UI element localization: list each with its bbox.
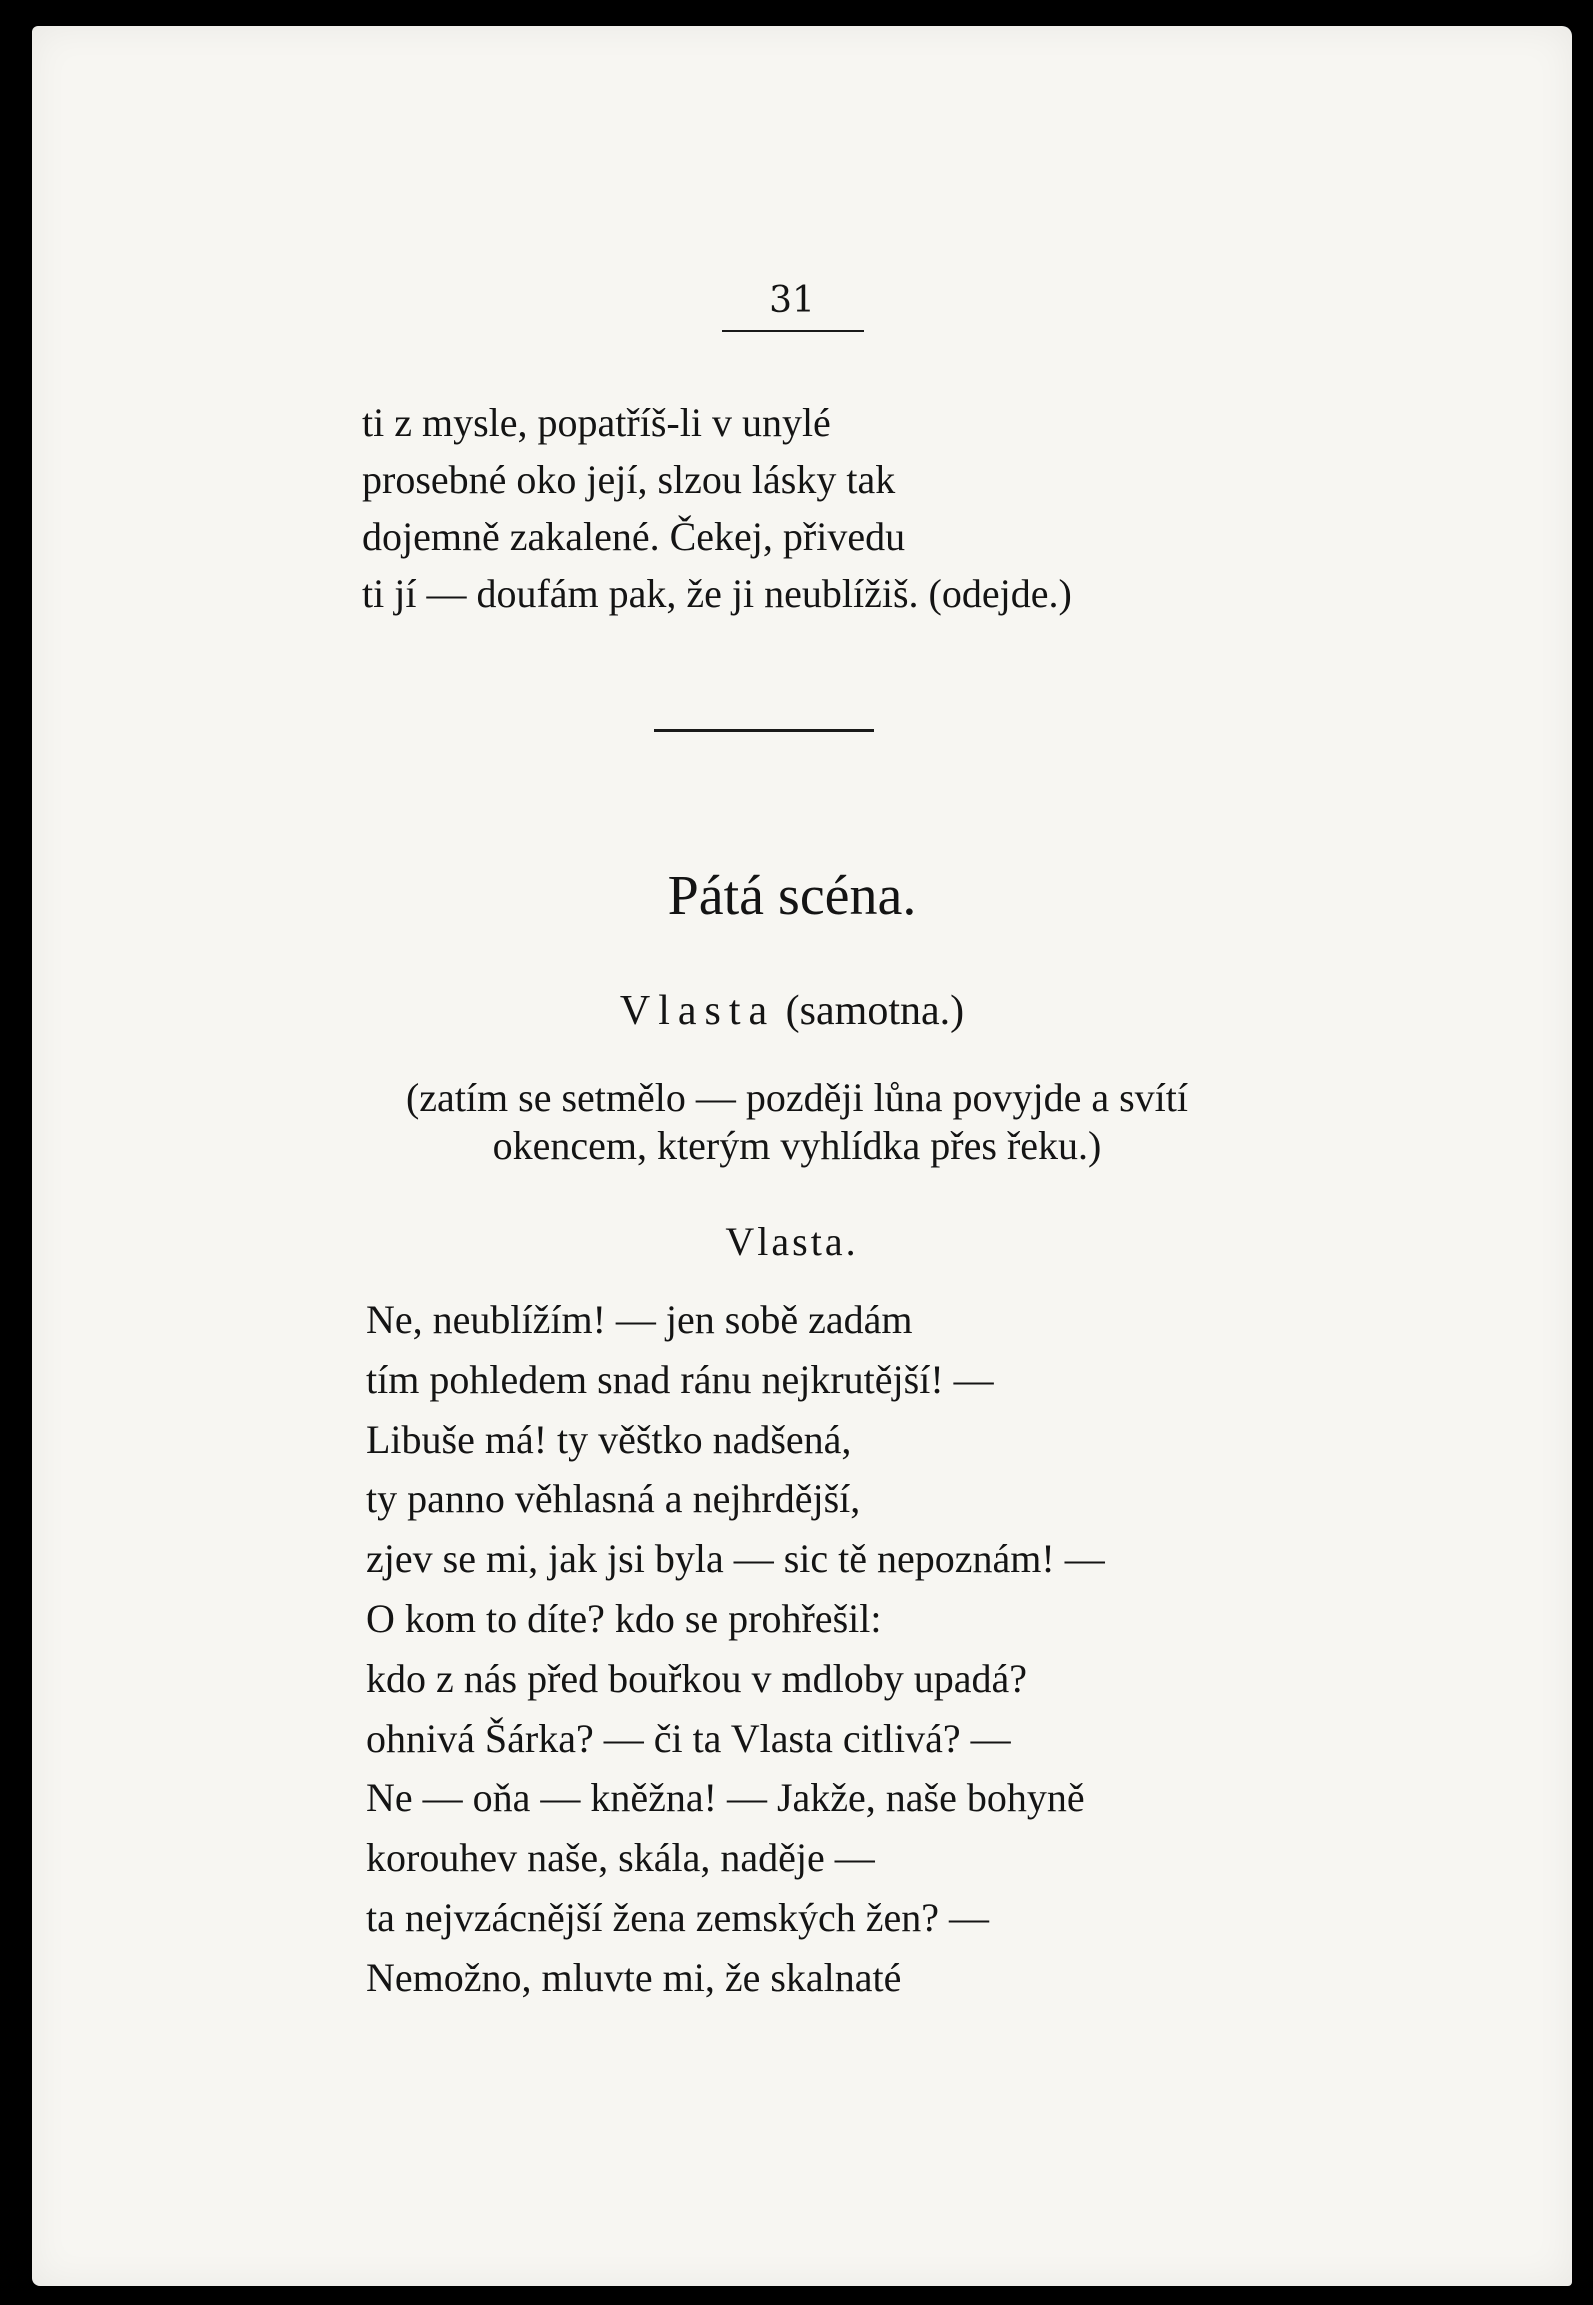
verse-line: Ne — oňa — kněžna! — Jakže, naše bohyně [366, 1775, 1085, 1821]
book-page [32, 26, 1572, 2286]
verse-main [366, 1290, 1105, 2008]
verse-top [362, 394, 1072, 622]
verse-line: dojemně zakalené. Čekej, přivedu [362, 514, 906, 559]
scene-divider [654, 729, 874, 732]
verse-line: ohnivá Šárka? — či ta Vlasta citlivá? — [366, 1715, 1011, 1761]
verse-line: kdo z nás před bouřkou v mdloby upadá? [366, 1655, 1027, 1701]
verse-line: ti jí — doufám pak, že ji neublížiš. (odejde.) [362, 571, 1072, 616]
verse-line: Ne, neublížím! — jen sobě zadám [366, 1297, 913, 1342]
verse-line: O kom to díte? kdo se prohřešil: [366, 1595, 882, 1641]
verse-line: tím pohledem snad ránu nejkrutější! — [366, 1356, 994, 1402]
verse-line: korouhev naše, skála, naděje — [366, 1835, 875, 1881]
page-number: 31 [769, 280, 815, 321]
verse-line: ty panno věhlasná a nejhrdější, [366, 1476, 861, 1522]
verse-line: ti z mysle, popatříš-li v unylé [362, 400, 831, 445]
verse-line: ta nejvzácnější žena zemských žen? — [366, 1894, 990, 1940]
speaker-name: Vlasta. [725, 1219, 859, 1264]
page-number-rule [722, 330, 864, 332]
cast-line [492, 986, 1092, 1036]
stage-direction-line: okencem, kterým vyhlídka přes řeku.) [492, 1123, 1102, 1168]
scene-title: Pátá scéna. [667, 865, 917, 927]
verse-line: prosebné oko její, slzou lásky tak [362, 457, 896, 502]
verse-line: zjev se mi, jak jsi byla — sic tě nepoznám! — [366, 1536, 1105, 1582]
stage-direction-line: (zatím se setmělo — později lůna povyjde a svítí [405, 1075, 1189, 1120]
stage-direction [262, 1074, 1332, 1170]
verse-line: Nemožno, mluvte mi, že skalnaté [366, 1954, 902, 2000]
cast-name: Vlasta [619, 988, 776, 1034]
cast-note: (samotna.) [785, 988, 965, 1034]
verse-line: Libuše má! ty věštko nadšená, [366, 1416, 852, 1462]
